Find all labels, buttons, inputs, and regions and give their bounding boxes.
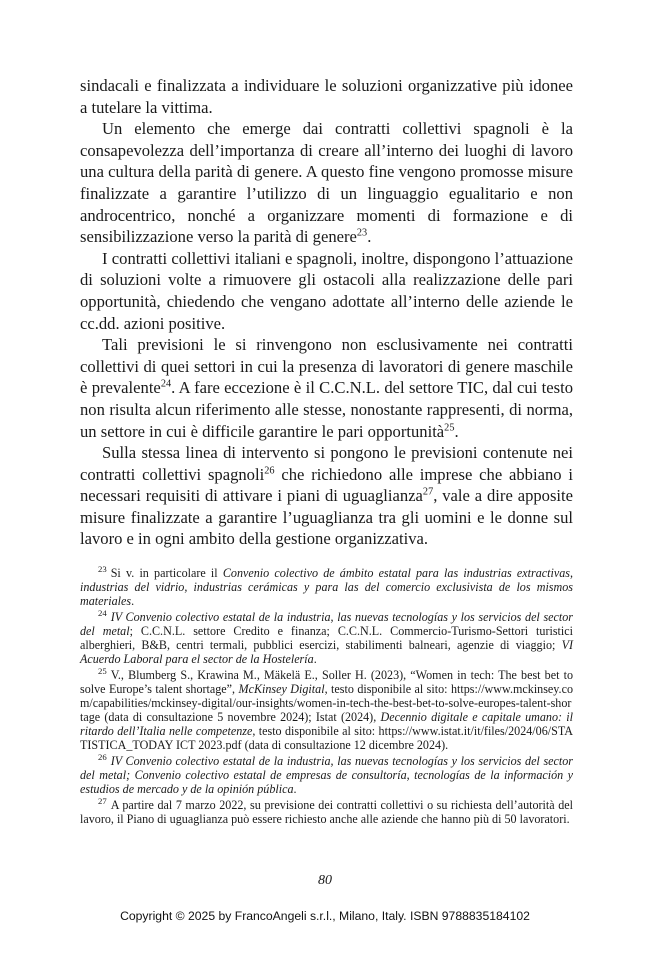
footnote-ref-27[interactable]: 27 (422, 486, 434, 498)
footnote-number: 26 (98, 751, 107, 762)
footnote-23: $^{23}$ Si v. in particolare il Convenio colectivo de ámbito estatal para las industrias extractivas, industrias del vidrio, industrias cerámicas y para las del comercio exclusivista de los mismos materiales. (80, 563, 573, 608)
paragraph-5: Sulla stessa linea di intervento si pongono le previsioni contenute nei contratti collettivi spagnoli$^{26}$ che richiedono alle imprese che abbiano i necessari requisiti di attivare i piani di uguaglianza$^{27}$, vale a dire apposite misure finalizzate a garantire l’uguaglianza tra gli uomini e le donne sul lavoro e in ogni ambito della gestione organizzativa. (80, 443, 574, 549)
footnote-24: $^{24}$ IV Convenio colectivo estatal de la industria, las nuevas tecnologías y los servicios del sector del metal; C.C.N.L. settore Credito e finanza; C.C.N.L. Commercio-Turismo-Settori turistici alberghieri, B&B, centri termali, pubblici esercizi, stabilimenti balneari, agenzie di viaggio; VI Acuerdo Laboral para el sector de la Hostelería. (80, 607, 573, 666)
mckinsey-link[interactable]: https://www.mckinsey.com/capabilities/mckinsey-digital/our-insights/women-in-tech-the-best-bet-to-solve-europes-talent-shortage (80, 682, 573, 724)
istat-link[interactable]: https://www.istat.it/it/files/2024/06/STATISTICA_TODAY ICT 2023.pdf (80, 724, 573, 752)
footnote-26: $^{26}$ IV Convenio colectivo estatal de la industria, las nuevas tecnologías y los servicios del sector del metal; Convenio colectivo estatal de empresas de consultoría, tecnologías de la información y estudios de mercado y de la opinión pública. (80, 751, 573, 796)
footnote-number: 25 (98, 665, 107, 676)
footnote-number: 23 (98, 563, 107, 574)
footnote-number: 24 (98, 607, 107, 618)
footnote-number: 27 (98, 795, 107, 806)
footnote-ref-26[interactable]: 26 (264, 465, 275, 477)
paragraph-2: Un elemento che emerge dai contratti collettivi spagnoli è la consapevolezza dell’importanza di creare all’interno dei luoghi di lavoro una cultura della parità di genere. A questo fine vengono promosse misure finalizzate a garantire l’utilizzo di un linguaggio egualitario e non androcentrico, nonché a organizzare momenti di formazione e di sensibilizzazione verso la parità di genere$^{23}$. (80, 119, 573, 247)
copyright-notice: Copyright © 2025 by FrancoAngeli s.r.l., Milano, Italy. ISBN 9788835184102 (120, 909, 530, 923)
footnote-ref-24[interactable]: 24 (160, 378, 172, 390)
page-number: 80 (318, 873, 332, 888)
footnote-25: $^{25}$ V., Blumberg S., Krawina M., Mäkelä E., Soller H. (2023), “Women in tech: The best bet to solve Europe’s talent shortage”, McKinsey Digital, testo disponibile al sito: https://www.mckinsey.com/capabilities/mckinsey-digital/our-insights/women-in-tech-the-best-bet-to-solve-europes-talent-shortage (data di consultazione 5 novembre 2024); Istat (2024), Decennio digitale e capitale umano: il ritardo dell’Italia nelle competenze, testo disponibile al sito: https://www.istat.it/it/files/2024/06/STATISTICA_TODAY ICT 2023.pdf (data di consultazione 12 dicembre 2024). (80, 665, 573, 752)
main-text (80, 75, 573, 550)
footnotes (80, 563, 573, 828)
footnote-ref-23[interactable]: 23 (356, 227, 368, 239)
paragraph-1: sindacali e finalizzata a individuare le soluzioni organizzative più idonee a tutelare la vittima. (80, 76, 573, 117)
footnote-ref-25[interactable]: 25 (444, 421, 455, 433)
paragraph-4: Tali previsioni le si rinvengono non esclusivamente nei contratti collettivi di quei settori in cui la presenza di lavoratori di genere maschile è prevalente$^{24}$. A fare eccezione è il C.C.N.L. del settore TIC, dal cui testo non risulta alcun riferimento alle stesse, nonostante rappresenti, di norma, un settore in cui è difficile garantire le pari opportunità$^{25}$. (80, 335, 573, 441)
paragraph-3: I contratti collettivi italiani e spagnoli, inoltre, dispongono l’attuazione di soluzioni volte a rimuovere gli ostacoli alla realizzazione delle pari opportunità, chiedendo che vengano adottate all’interno delle aziende le cc.dd. azioni positive. (80, 248, 573, 333)
footnote-27: $^{27}$ A partire dal 7 marzo 2022, su previsione dei contratti collettivi o su richiesta dell’autorità del lavoro, il Piano di uguaglianza può essere richiesto anche alle aziende che hanno più di 50 lavoratori. (80, 795, 573, 826)
